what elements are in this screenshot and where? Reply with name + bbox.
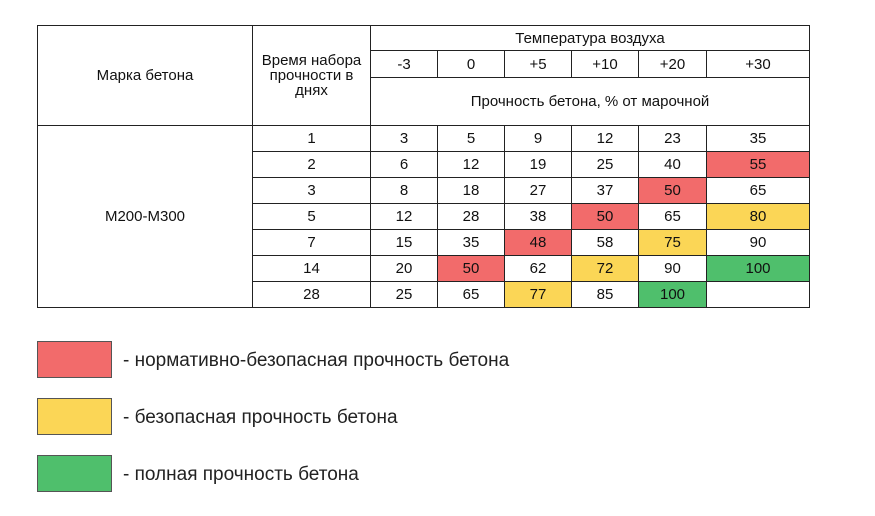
strength-cell: 40 <box>639 152 707 178</box>
strength-cell: 12 <box>371 204 438 230</box>
strength-cell: 90 <box>707 230 810 256</box>
temp-value: -3 <box>371 51 438 78</box>
strength-cell: 12 <box>438 152 505 178</box>
strength-cell: 50 <box>572 204 639 230</box>
strength-cell: 35 <box>438 230 505 256</box>
days-cell: 14 <box>253 256 371 282</box>
strength-cell: 50 <box>639 178 707 204</box>
temp-value: 0 <box>438 51 505 78</box>
table-body <box>38 126 810 308</box>
days-cell: 2 <box>253 152 371 178</box>
table-row <box>38 126 810 152</box>
temp-value: +30 <box>707 51 810 78</box>
grade-cell: М200-М300 <box>38 126 253 308</box>
strength-cell: 35 <box>707 126 810 152</box>
days-cell: 7 <box>253 230 371 256</box>
header-strength-percent: Прочность бетона, % от марочной <box>371 78 810 126</box>
strength-cell: 6 <box>371 152 438 178</box>
strength-cell: 38 <box>505 204 572 230</box>
legend-label: - нормативно-безопасная прочность бетона <box>123 350 510 371</box>
strength-cell: 37 <box>572 178 639 204</box>
strength-cell: 18 <box>438 178 505 204</box>
strength-cell <box>707 282 810 308</box>
strength-cell: 62 <box>505 256 572 282</box>
header-days: Время набора прочности в днях <box>253 26 371 126</box>
strength-cell: 15 <box>371 230 438 256</box>
strength-cell: 65 <box>438 282 505 308</box>
strength-cell: 50 <box>438 256 505 282</box>
strength-cell: 55 <box>707 152 810 178</box>
strength-cell: 9 <box>505 126 572 152</box>
strength-cell: 100 <box>707 256 810 282</box>
strength-cell: 90 <box>639 256 707 282</box>
strength-cell: 80 <box>707 204 810 230</box>
legend-swatch <box>37 455 112 492</box>
temp-value: +5 <box>505 51 572 78</box>
strength-cell: 23 <box>639 126 707 152</box>
legend-swatch <box>37 341 112 378</box>
header-grade: Марка бетона <box>38 26 253 126</box>
days-cell: 1 <box>253 126 371 152</box>
temp-value: +20 <box>639 51 707 78</box>
strength-cell: 85 <box>572 282 639 308</box>
strength-cell: 5 <box>438 126 505 152</box>
strength-cell: 12 <box>572 126 639 152</box>
strength-cell: 77 <box>505 282 572 308</box>
days-cell: 5 <box>253 204 371 230</box>
days-cell: 3 <box>253 178 371 204</box>
strength-cell: 20 <box>371 256 438 282</box>
legend-label: - безопасная прочность бетона <box>123 407 398 428</box>
strength-cell: 28 <box>438 204 505 230</box>
strength-cell: 8 <box>371 178 438 204</box>
strength-cell: 65 <box>707 178 810 204</box>
concrete-strength-table <box>37 25 810 308</box>
strength-cell: 72 <box>572 256 639 282</box>
header-temperature: Температура воздуха <box>371 26 810 51</box>
strength-cell: 75 <box>639 230 707 256</box>
strength-cell: 27 <box>505 178 572 204</box>
strength-cell: 65 <box>639 204 707 230</box>
strength-cell: 58 <box>572 230 639 256</box>
strength-cell: 100 <box>639 282 707 308</box>
strength-cell: 19 <box>505 152 572 178</box>
strength-cell: 25 <box>371 282 438 308</box>
strength-cell: 3 <box>371 126 438 152</box>
legend-swatch <box>37 398 112 435</box>
strength-cell: 25 <box>572 152 639 178</box>
temp-value: +10 <box>572 51 639 78</box>
strength-cell: 48 <box>505 230 572 256</box>
legend-label: - полная прочность бетона <box>123 464 359 485</box>
days-cell: 28 <box>253 282 371 308</box>
